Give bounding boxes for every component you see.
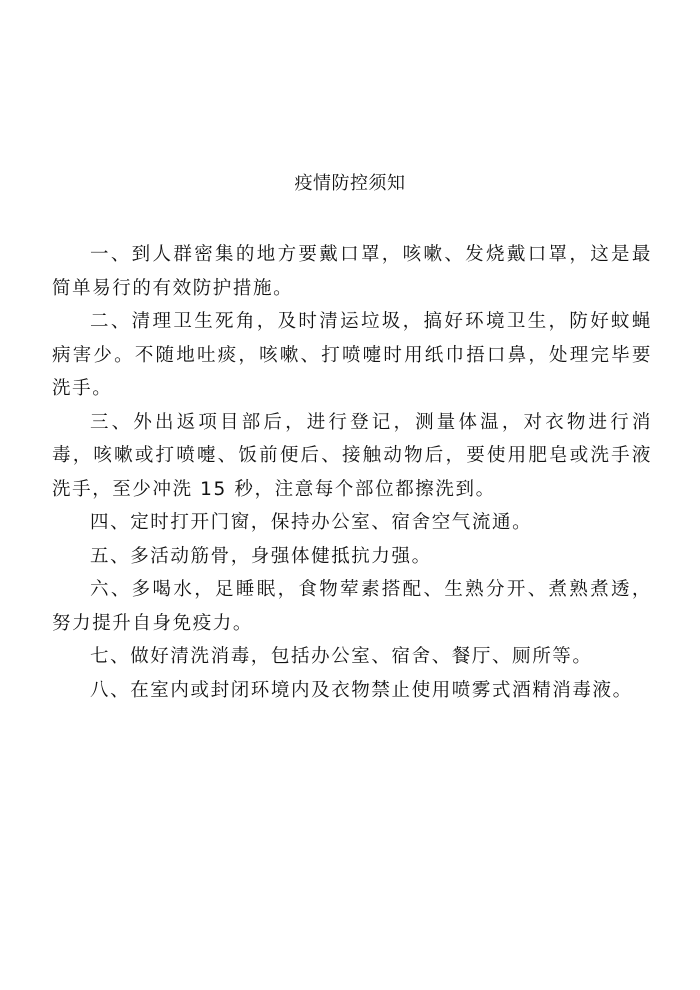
paragraph-6: 六、多喝水，足睡眠，食物荤素搭配、生熟分开、煮熟煮透，努力提升自身免疫力。: [52, 579, 652, 634]
paragraph-8: 八、在室内或封闭环境内及衣物禁止使用喷雾式酒精消毒液。: [90, 679, 633, 701]
document-body: [52, 238, 652, 707]
paragraph-3: 三、外出返项目部后，进行登记，测量体温，对衣物进行消毒，咳嗽或打喷嚏、饭前便后、接触动物后，要使用肥皂或洗手液洗手，至少冲洗 15 秒，注意每个部位都擦洗到。: [52, 411, 652, 500]
paragraph-7: 七、做好清洗消毒，包括办公室、宿舍、餐厅、厕所等。: [90, 646, 593, 667]
paragraph-5: 五、多活动筋骨，身强体健抵抗力强。: [90, 545, 432, 567]
document-title: 疫情防控须知: [294, 173, 406, 194]
paragraph-2: 二、清理卫生死角，及时清运垃圾，搞好环境卫生，防好蚊蝇病害少。不随地吐痰，咳嗽、打喷嚏时用纸巾捂口鼻，处理完毕要洗手。: [52, 311, 652, 399]
paragraph-1: 一、到人群密集的地方要戴口罩，咳嗽、发烧戴口罩，这是最简单易行的有效防护措施。: [52, 244, 652, 299]
paragraph-4: 四、定时打开门窗，保持办公室、宿舍空气流通。: [90, 512, 533, 533]
